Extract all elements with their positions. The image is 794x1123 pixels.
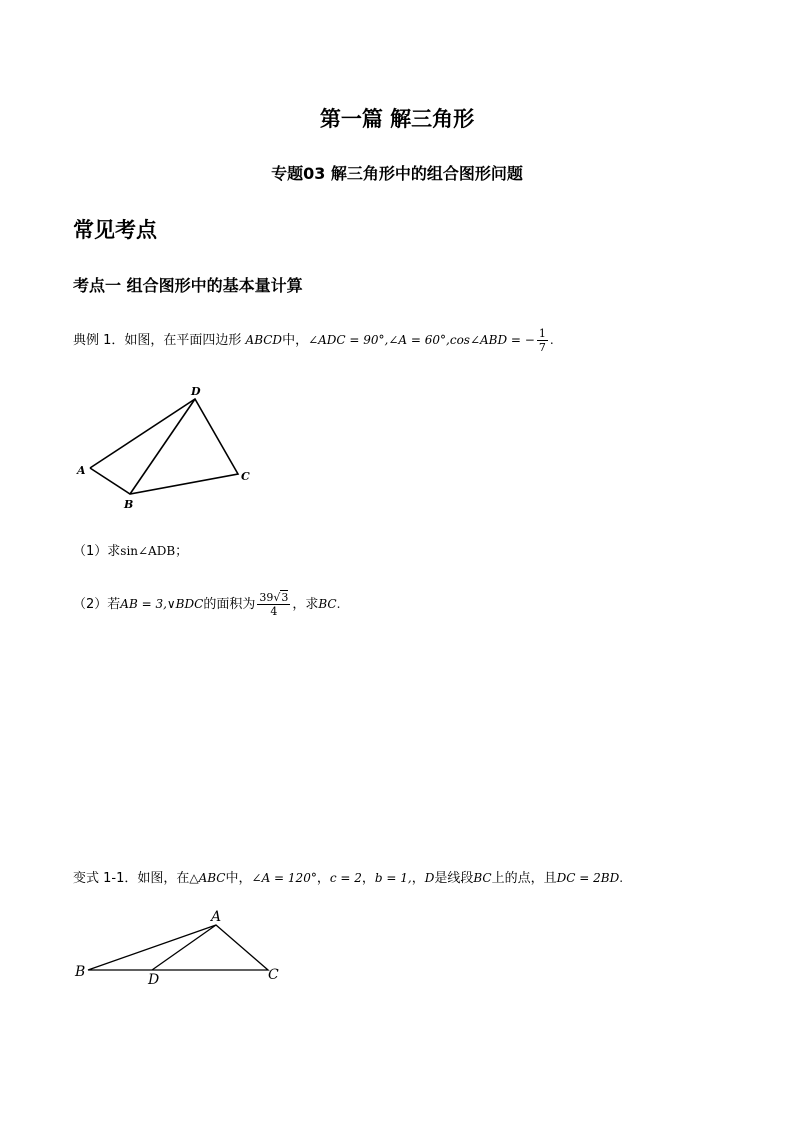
question-2-prefix: （2）若 [73, 597, 121, 612]
topic-subtitle: 专题03 解三角形中的组合图形问题 [271, 164, 523, 183]
label-d: D [191, 385, 201, 398]
area-fraction [257, 591, 290, 618]
page-title: 第一篇 解三角形 [319, 107, 475, 131]
example-1-mid: 中， [282, 333, 309, 348]
quad-name: ABCD [245, 333, 283, 347]
numerator-radicand: 3 [281, 591, 289, 604]
segment-bc: BC [473, 871, 492, 885]
variation-text-1: 中， [225, 871, 252, 886]
tri-label-a: A [211, 909, 222, 925]
question-1-math: sin∠ADB [120, 544, 176, 558]
example-1-conditions: ∠ADC = 90°,∠A = 60°,cos∠ABD = − [308, 333, 535, 347]
tri-label-d: D [148, 972, 160, 988]
ratio-condition: DC = 2BD [556, 871, 620, 885]
question-1 [73, 541, 188, 562]
question-2 [73, 591, 340, 618]
question-2-math: AB = 3,∨BDC [120, 597, 204, 611]
quadrilateral-figure [60, 376, 270, 516]
fraction-one-seventh [537, 327, 548, 354]
area-fraction-numerator: 39√3 [259, 591, 289, 604]
question-1-prefix: （1）求 [73, 544, 121, 559]
question-1-end: ； [175, 544, 189, 559]
segment-ad [152, 925, 216, 970]
variation-text-3: 上的点，且 [491, 871, 557, 886]
question-2-mid: 的面积为 [203, 597, 256, 612]
label-c: C [241, 470, 250, 483]
example-1-label: 典例 1．如图，在平面四边形 [73, 333, 242, 348]
variation-end: . [619, 871, 624, 885]
section-heading: 常见考点 [73, 218, 157, 242]
triangle-outline [88, 925, 268, 970]
example-1-end: . [549, 333, 554, 347]
variation-1-1-statement [73, 868, 623, 889]
question-2-mid2: ，求 [292, 597, 319, 612]
fraction-denominator: 7 [538, 341, 546, 354]
point-d: D [424, 871, 435, 885]
triangle-name: △ABC [189, 871, 226, 885]
variation-text-2: 是线段 [434, 871, 474, 886]
question-2-target: BC [318, 597, 337, 611]
diagonal-bd [130, 399, 195, 494]
separator-1: ， [316, 871, 330, 886]
label-a: A [77, 464, 86, 477]
separator-2: ， [361, 871, 375, 886]
tri-label-b: B [75, 964, 86, 980]
quad-outline [90, 399, 238, 494]
label-b: B [124, 498, 134, 511]
separator-3: ， [411, 871, 425, 886]
numerator-coefficient: 39 [259, 591, 274, 604]
fraction-numerator: 1 [538, 327, 546, 340]
example-1-statement [73, 327, 554, 354]
side-b-condition: b = 1, [374, 871, 412, 885]
area-fraction-denominator: 4 [270, 605, 278, 618]
variation-label: 变式 1-1．如图，在 [73, 871, 190, 886]
side-c-condition: c = 2 [329, 871, 362, 885]
tri-label-c: C [268, 967, 279, 983]
angle-condition: ∠A = 120° [251, 871, 317, 885]
question-2-end: . [336, 597, 341, 611]
kaodian-heading: 考点一 组合图形中的基本量计算 [73, 276, 303, 295]
triangle-figure [66, 904, 296, 994]
